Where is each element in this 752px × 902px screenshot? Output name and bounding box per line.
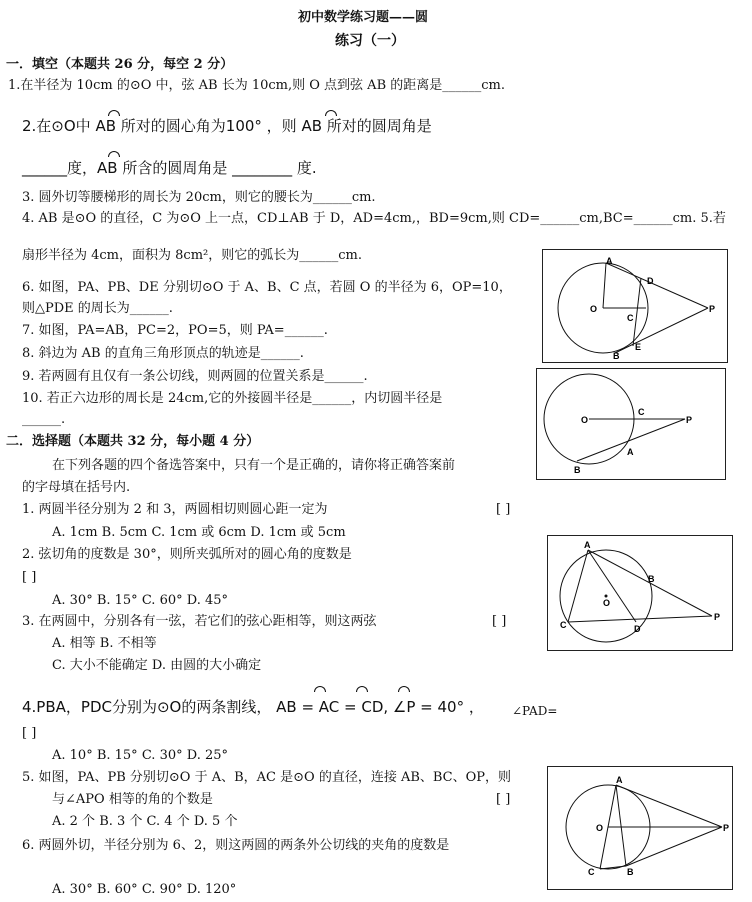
- point-label: P: [709, 304, 716, 314]
- page-title: 初中数学练习题——圆: [298, 10, 429, 25]
- arc-symbol: [356, 686, 368, 692]
- fill-question-10: 10. 若正六边形的周长是 24cm,它的外接圆半径是______，内切圆半径是: [22, 391, 443, 406]
- fill-question-8: 8. 斜边为 AB 的直角三角形顶点的轨迹是______.: [22, 346, 304, 361]
- arc-symbol: [314, 686, 326, 692]
- section2-intro-cont: 的字母填在括号内.: [22, 480, 131, 495]
- choice-question-4: 4.PBA，PDC分别为⊙O的两条割线， AB = AC = CD, ∠P = 40° ，: [22, 698, 484, 716]
- point-label: D: [634, 624, 641, 634]
- page-subtitle: 练习（一）: [335, 33, 405, 49]
- choice-options-5: A. 2 个 B. 3 个 C. 4 个 D. 5 个: [52, 814, 238, 829]
- fill-question-6: 6. 如图，PA、PB、DE 分别切⊙O 于 A、B、C 点，若圆 O 的半径为 6，OP=10，: [22, 280, 512, 295]
- choice-options-1: A. 1cm B. 5cm C. 1cm 或 6cm D. 1cm 或 5cm: [52, 525, 346, 540]
- fill-question-1: 1.在半径为 10cm 的⊙O 中，弦 AB 长为 10cm,则 O 点到弦 AB 的距离是______cm.: [8, 78, 505, 93]
- choice-question-2: 2. 弦切角的度数是 30°，则所夹弧所对的圆心角的度数是: [22, 547, 352, 562]
- fill-question-4: 4. AB 是⊙O 的直径，C 为⊙O 上一点，CD⊥AB 于 D，AD=4cm,，BD=9cm,则 CD=______cm,BC=______cm. 5.若: [22, 211, 726, 226]
- choice-options-4: A. 10° B. 15° C. 30° D. 25°: [52, 748, 229, 763]
- choice-question-3: 3. 在两圆中，分别各有一弦，若它们的弦心距相等，则这两弦: [22, 614, 377, 629]
- fill-question-2: 2.在⊙O中 AB 所对的圆心角为100° ，则 AB 所对的圆周角是: [22, 117, 432, 135]
- choice-question-1: 1. 两圆半径分别为 2 和 3，两圆相切则圆心距一定为: [22, 502, 328, 517]
- point-label: A: [606, 256, 613, 266]
- fill-question-10-cont: ______.: [22, 412, 66, 427]
- fill-question-9: 9. 若两圆有且仅有一条公切线，则两圆的位置关系是______.: [22, 369, 368, 384]
- choice-options-3a: A. 相等 B. 不相等: [52, 636, 157, 651]
- fill-question-3: 3. 圆外切等腰梯形的周长为 20cm，则它的腰长为______cm.: [22, 190, 376, 205]
- fill-question-7: 7. 如图，PA=AB，PC=2，PO=5，则 PA=______.: [22, 323, 328, 338]
- point-label: B: [613, 351, 620, 361]
- answer-bracket: [ ]: [496, 502, 511, 517]
- point-label: C: [560, 620, 567, 630]
- answer-bracket: [ ]: [492, 614, 507, 629]
- point-label: O: [596, 823, 604, 833]
- point-label: A: [584, 540, 591, 550]
- fill-question-2-cont: ______度，AB 所含的圆周角是 ________ 度.: [22, 159, 317, 177]
- point-label: A: [616, 775, 623, 785]
- choice-question-4-suffix: ∠PAD=: [512, 704, 558, 718]
- point-label: A: [627, 447, 634, 457]
- point-label: B: [627, 867, 634, 877]
- figure-tangents-diameter: [547, 766, 733, 890]
- answer-bracket: [ ]: [22, 726, 37, 741]
- point-label: B: [648, 574, 655, 584]
- section1-heading: 一．填空（本题共 26 分，每空 2 分）: [6, 57, 234, 72]
- point-label: O: [581, 415, 589, 425]
- arc-symbol: [108, 151, 120, 157]
- point-label: P: [714, 612, 721, 622]
- section2-heading: 二．选择题（本题共 32 分，每小题 4 分）: [6, 434, 260, 449]
- choice-options-6: A. 30° B. 60° C. 90° D. 120°: [52, 882, 237, 897]
- point-label: O: [603, 598, 611, 608]
- figure-two-secants: [547, 535, 733, 651]
- arc-symbol: [108, 110, 120, 116]
- answer-bracket: [ ]: [22, 570, 37, 585]
- choice-question-5: 5. 如图，PA、PB 分别切⊙O 于 A、B，AC 是⊙O 的直径，连接 AB、BC、OP，则: [22, 770, 512, 785]
- point-label: C: [638, 407, 645, 417]
- figure-tangent-pde: [542, 249, 728, 363]
- fill-question-6-cont: 则△PDE 的周长为______.: [22, 301, 173, 316]
- arc-symbol: [398, 686, 410, 692]
- point-label: E: [635, 342, 642, 352]
- fill-question-5: 扇形半径为 4cm，面积为 8cm²，则它的弧长为______cm.: [22, 248, 362, 263]
- point-label: P: [686, 415, 693, 425]
- choice-question-5-cont: 与∠APO 相等的角的个数是: [52, 792, 213, 807]
- section2-intro: 在下列各题的四个备选答案中，只有一个是正确的，请你将正确答案前: [52, 458, 456, 473]
- choice-options-2: A. 30° B. 15° C. 60° D. 45°: [52, 593, 229, 608]
- point-label: P: [723, 823, 730, 833]
- choice-options-3b: C. 大小不能确定 D. 由圆的大小确定: [52, 658, 262, 673]
- point-label: O: [590, 304, 598, 314]
- point-label: B: [574, 465, 581, 475]
- point-label: D: [647, 276, 654, 286]
- figure-secant-pab: [536, 368, 726, 480]
- point-label: C: [588, 867, 595, 877]
- answer-bracket: [ ]: [496, 792, 511, 807]
- arc-symbol: [325, 110, 337, 116]
- point-label: C: [627, 313, 634, 323]
- choice-question-6: 6. 两圆外切，半径分别为 6、2，则这两圆的两条外公切线的夹角的度数是: [22, 838, 450, 853]
